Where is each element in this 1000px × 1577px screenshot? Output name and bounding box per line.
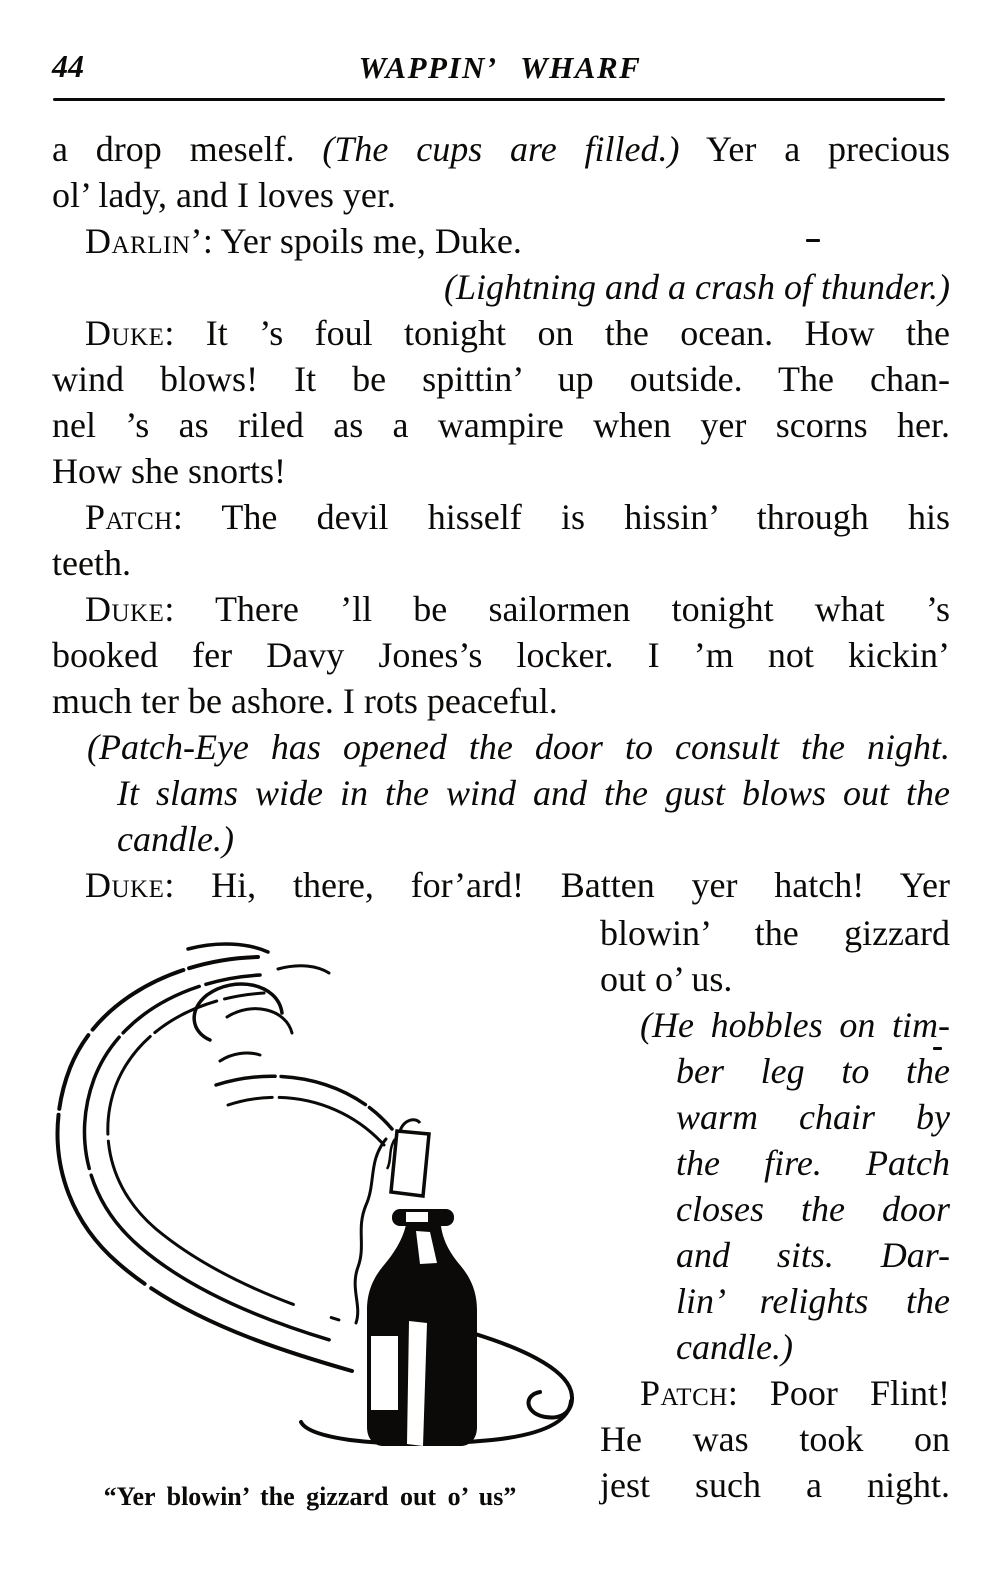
bottle-label	[370, 1335, 399, 1411]
text-line	[600, 1094, 950, 1140]
text-segment: much ter be ashore. I rots peaceful.	[52, 681, 558, 721]
text-line	[600, 1462, 950, 1508]
text-line	[600, 1186, 950, 1232]
ink-artifact	[933, 1047, 942, 1050]
text-line	[52, 310, 950, 356]
text-segment: teeth.	[52, 543, 131, 583]
text-segment: : The devil hisself is hissin’ through his	[172, 497, 950, 537]
text-segment: closes the door	[676, 1189, 950, 1229]
text-segment: (The cups are filled.)	[322, 129, 680, 169]
right-text-column	[600, 910, 950, 1508]
text-line	[52, 586, 950, 632]
text-segment: : It ’s foul tonight on the ocean. How the	[164, 313, 950, 353]
text-line	[52, 172, 950, 218]
text-segment: It slams wide in the wind and the gust blows out the	[117, 773, 950, 813]
text-segment: the fire. Patch	[676, 1143, 950, 1183]
text-line	[600, 1232, 950, 1278]
text-segment: : Hi, there, for’ard! Batten yer hatch! Yer	[164, 865, 950, 905]
page-title: WAPPIN’ WHARF	[358, 50, 642, 85]
bottle-cap-highlight	[406, 1212, 428, 1222]
text-line	[600, 1324, 950, 1370]
text-line	[52, 494, 950, 540]
text-line	[600, 956, 950, 1002]
smoke-stream	[216, 1076, 392, 1129]
text-line	[600, 1140, 950, 1186]
smoke-stream-2	[228, 1097, 384, 1145]
text-line	[52, 816, 950, 862]
text-segment: out o’ us.	[600, 959, 733, 999]
text-segment: booked fer Davy Jones’s locker. I ’m not kickin’	[52, 635, 950, 675]
text-line	[52, 264, 950, 310]
swirl-middle-arc	[84, 975, 354, 1347]
text-line	[600, 910, 950, 956]
text-line	[600, 1370, 950, 1416]
text-segment: Duke	[85, 589, 165, 629]
text-line	[52, 862, 950, 908]
text-segment: (Lightning and a crash of thunder.)	[443, 267, 950, 307]
text-segment: Duke	[85, 313, 165, 353]
text-segment: candle.)	[117, 819, 234, 859]
puddle-loop	[472, 1333, 572, 1418]
candle	[391, 1131, 429, 1196]
swirl-top-fragment-2	[278, 966, 329, 973]
swirl-hook-3	[220, 1053, 260, 1061]
text-segment: lin’ relights the	[676, 1281, 950, 1321]
text-line	[600, 1416, 950, 1462]
text-line	[52, 448, 950, 494]
text-segment: (Patch-Eye has opened the door to consult the night.	[87, 727, 950, 767]
page-number: 44	[52, 48, 84, 84]
text-line	[600, 1048, 950, 1094]
text-line	[52, 632, 950, 678]
text-line	[600, 1278, 950, 1324]
text-segment: Yer a precious	[679, 129, 950, 169]
text-segment: wind blows! It be spittin’ up outside. The chan-	[52, 359, 950, 399]
text-segment: ol’ lady, and I loves yer.	[52, 175, 396, 215]
text-segment: : Poor Flint!	[727, 1373, 950, 1413]
text-segment: a drop meself.	[52, 129, 323, 169]
swirl-inner-arc	[108, 993, 356, 1325]
text-segment: and sits. Dar-	[676, 1235, 950, 1275]
text-line	[52, 356, 950, 402]
text-segment: : Yer spoils me, Duke.	[202, 221, 522, 261]
text-line	[52, 678, 950, 724]
swirl-outer-arc	[58, 957, 352, 1371]
text-line	[52, 770, 950, 816]
text-line	[52, 402, 950, 448]
header-rule	[53, 98, 945, 101]
ink-artifact	[806, 239, 820, 242]
candle-wick	[400, 1120, 420, 1131]
text-line	[52, 724, 950, 770]
wind-bottle-illustration	[20, 933, 580, 1478]
text-segment: He was took on	[600, 1419, 950, 1459]
text-segment: ber leg to the	[676, 1051, 950, 1091]
text-segment: candle.)	[676, 1327, 793, 1367]
text-segment: blowin’ the gizzard	[600, 913, 950, 953]
text-segment: Patch	[640, 1373, 728, 1413]
text-line	[52, 540, 950, 586]
text-segment: warm chair by	[676, 1097, 950, 1137]
text-segment: (He hobbles on tim-	[640, 1005, 950, 1045]
illustration-caption: “Yer blowin’ the gizzard out o’ us”	[103, 1482, 517, 1511]
text-segment: Patch	[85, 497, 173, 537]
text-line	[600, 1002, 950, 1048]
text-segment: nel ’s as riled as a wampire when yer scorns her.	[52, 405, 950, 445]
text-segment: Darlin’	[85, 221, 203, 261]
text-segment: : There ’ll be sailormen tonight what ’s	[164, 589, 950, 629]
main-text-column	[52, 126, 950, 908]
text-segment: Duke	[85, 865, 165, 905]
text-segment: jest such a night.	[600, 1465, 950, 1505]
swirl-top-fragment	[188, 944, 268, 952]
text-line	[52, 126, 950, 172]
text-segment: How she snorts!	[52, 451, 286, 491]
